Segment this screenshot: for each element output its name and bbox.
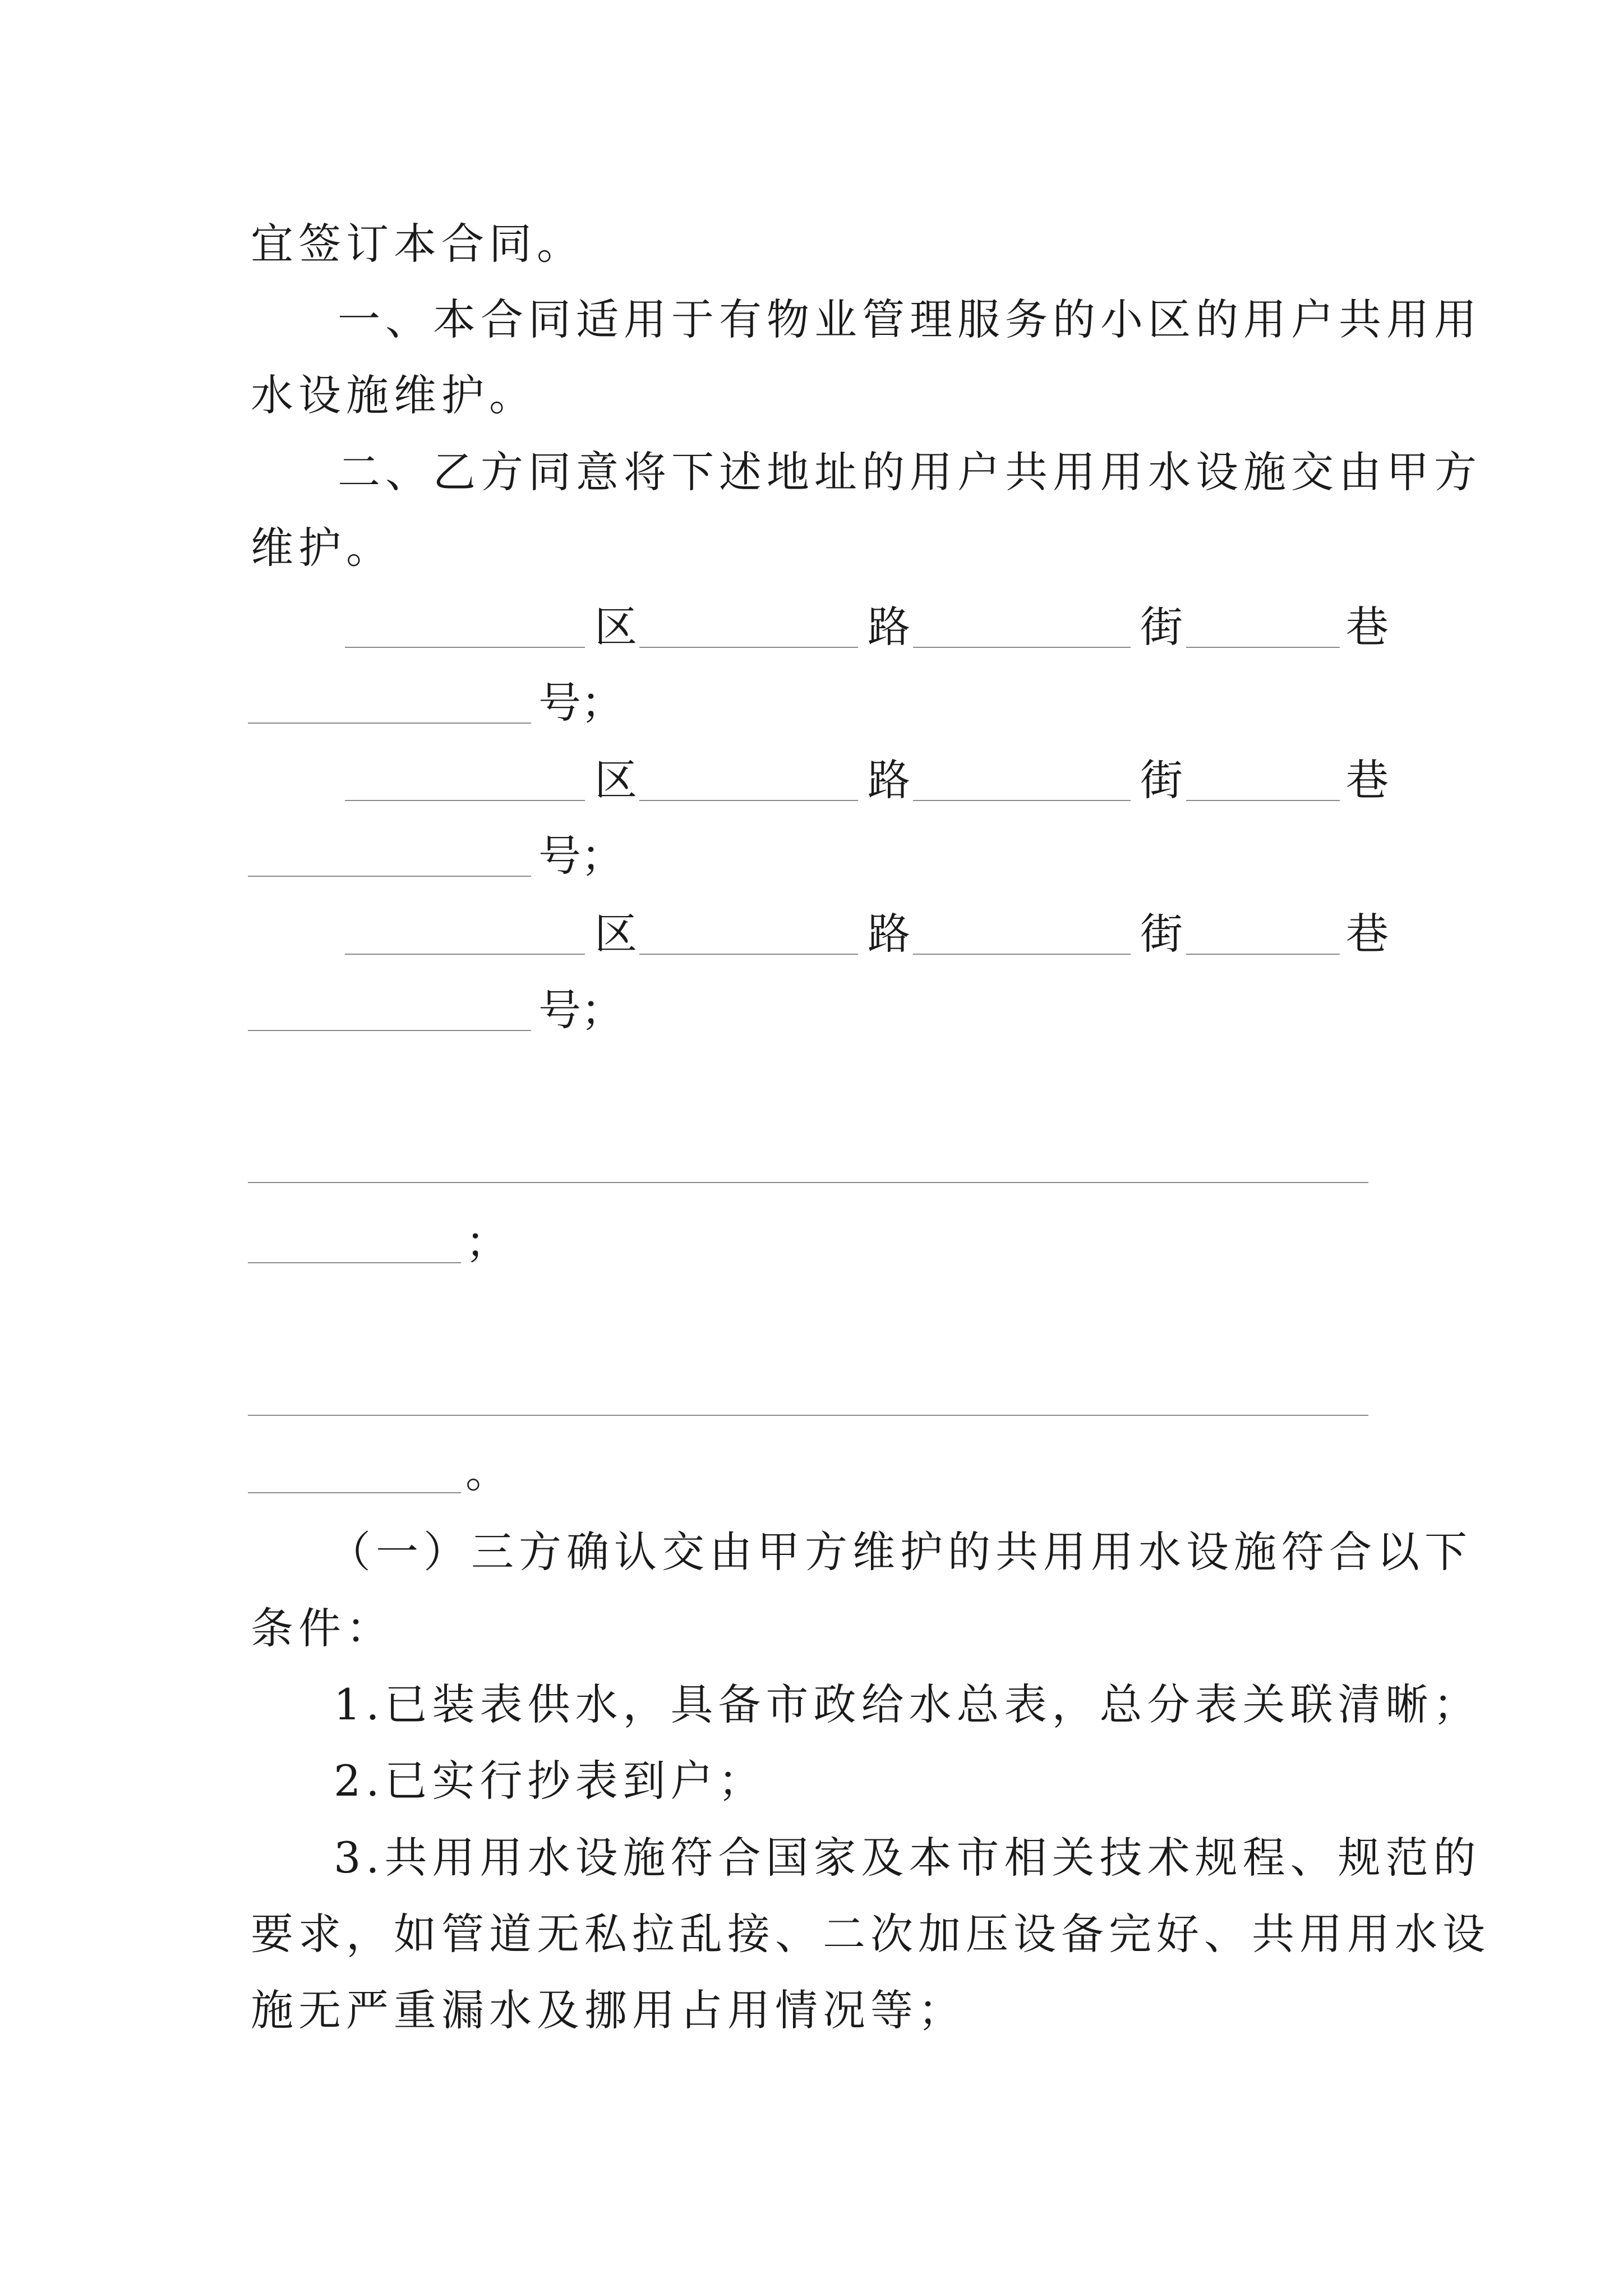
street-blank[interactable] xyxy=(913,954,1131,955)
condition-3-line-2: 要求，如管道无私拉乱接、二次加压设备完好、共用用水设 xyxy=(251,1909,1490,1959)
lane-blank[interactable] xyxy=(1186,647,1340,648)
short-blank[interactable] xyxy=(248,1262,461,1263)
clause-two-line-2: 维护。 xyxy=(251,523,394,573)
street-label: 街 xyxy=(1140,909,1183,959)
number-blank[interactable] xyxy=(248,1030,531,1031)
district-blank[interactable] xyxy=(345,800,585,801)
long-blank[interactable] xyxy=(248,1415,1368,1416)
district-label: 区 xyxy=(594,755,637,805)
street-label: 街 xyxy=(1140,755,1183,805)
clause-two-line-1: 二、乙方同意将下述地址的用户共用用水设施交由甲方 xyxy=(338,447,1482,497)
clause-one-line-1: 一、本合同适用于有物业管理服务的小区的用户共用用 xyxy=(338,295,1482,344)
lane-blank[interactable] xyxy=(1186,954,1340,955)
lane-label: 巷 xyxy=(1346,602,1389,652)
road-blank[interactable] xyxy=(639,954,858,955)
text-line-sign-contract: 宜签订本合同。 xyxy=(251,219,584,269)
street-blank[interactable] xyxy=(913,800,1131,801)
district-label: 区 xyxy=(594,602,637,652)
long-blank[interactable] xyxy=(248,1182,1368,1183)
lane-blank[interactable] xyxy=(1186,800,1340,801)
street-blank[interactable] xyxy=(913,647,1131,648)
road-label: 路 xyxy=(868,755,910,805)
section-one-heading-line-2: 条件： xyxy=(251,1603,394,1653)
number-label: 号； xyxy=(538,678,624,728)
road-blank[interactable] xyxy=(639,647,858,648)
number-blank[interactable] xyxy=(248,876,531,877)
number-label: 号； xyxy=(538,831,624,881)
lane-label: 巷 xyxy=(1346,909,1389,959)
lane-label: 巷 xyxy=(1346,755,1389,805)
line-end-period: 。 xyxy=(465,1447,508,1497)
condition-3-line-3: 施无严重漏水及挪用占用情况等； xyxy=(251,1985,966,2035)
district-label: 区 xyxy=(594,909,637,959)
district-blank[interactable] xyxy=(345,647,585,648)
line-end-semicolon: ； xyxy=(465,1217,508,1267)
condition-1: 1.已装表供水，具备市政给水总表，总分表关联清晰； xyxy=(334,1680,1481,1729)
section-one-heading-line-1: （一）三方确认交由甲方维护的共用用水设施符合以下 xyxy=(328,1527,1472,1577)
clause-one-line-2: 水设施维护。 xyxy=(251,370,537,420)
short-blank[interactable] xyxy=(248,1492,461,1493)
number-label: 号； xyxy=(538,985,624,1035)
condition-3-line-1: 3.共用用水设施符合国家及本市相关技术规程、规范的 xyxy=(334,1833,1481,1883)
road-label: 路 xyxy=(868,602,910,652)
street-label: 街 xyxy=(1140,602,1183,652)
condition-2: 2.已实行抄表到户； xyxy=(334,1756,766,1806)
number-blank[interactable] xyxy=(248,723,531,724)
road-blank[interactable] xyxy=(639,800,858,801)
district-blank[interactable] xyxy=(345,954,585,955)
road-label: 路 xyxy=(868,909,910,959)
